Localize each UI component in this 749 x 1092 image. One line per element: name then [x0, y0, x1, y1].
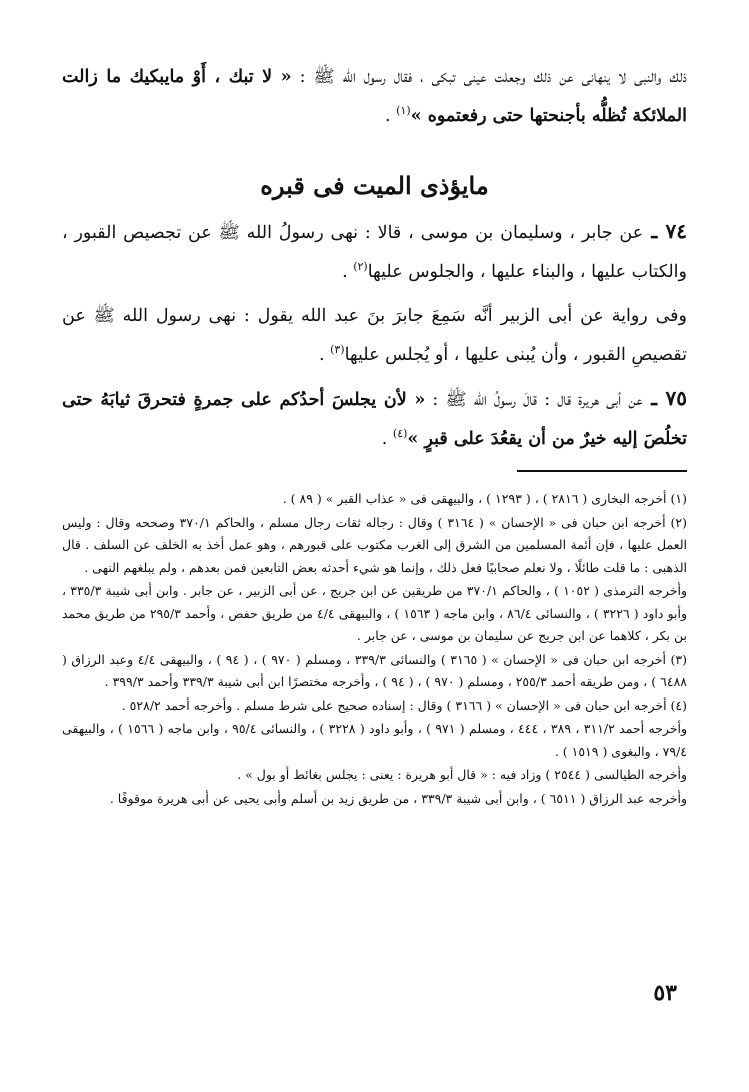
page-number: ٥٣ — [653, 980, 677, 1006]
footnote: (٣) أخرجه ابن حبان فى « الإحسان » ( ٣١٦٥ ) والنسائى ٣٣٩/٣ ، ومسلم ( ٩٧٠ ) ، ( ٩٤ ) ، والبيهقى ٤/٤ وعبد الرزاق ( ٦٤٨٨ ) ، ومن طريقه أحمد ٢٥٥/٣ ، ومسلم ( ٩٧٠ ) ، ( ٩٤ ) ، وأخرجه مختصرًا ابن أبى شيبة ٣٣٩/٣ وأحمد ٣٩٩/٣ . — [62, 651, 688, 689]
hadith-74-variant: وفى رواية عن أبى الزبير أنَّه سَمِعَ جابرَ بنَ عبد الله يقول : نهى رسول الله ﷺ عن تقصيصِ القبور ، وأن يُبنى عليها ، أو يُجلس عليها$^{(٣)}$ . — [62, 305, 687, 365]
footnote-divider — [517, 470, 687, 472]
footnote-ref: (١) — [396, 104, 411, 117]
footnote-ref: (٤) — [392, 427, 408, 441]
footnote: وأخرجه عبد الرزاق ( ٦٥١١ ) ، وابن أبى شيبة ٣٣٩/٣ ، من طريق زيد بن أسلم وأبى يحيى عن أبى هريرة موقوفًا . — [109, 790, 687, 806]
footnote-ref: (٢) — [353, 259, 368, 273]
top-paragraph: ذلك والنبى لا ينهانى عن ذلك وجعلت عينى تبكى ، فقال رسول الله ﷺ : « لا تبك ، أَوْ مايبكيك ما زالت الملائكة تُظلُّه بأجنحتها حتى رفعتموه »$^{(١)}$ . — [62, 67, 688, 126]
footnote: (١) أخرجه البخارى ( ٢٨١٦ ) ، ( ١٢٩٣ ) ، والبيهقى فى « عذاب القبر » ( ٨٩ ) . — [282, 491, 687, 506]
hadith-74: ٧٤ ـ عن جابر ، وسليمان بن موسى ، قالا : نهى رسولُ الله ﷺ عن تجصيص القبور ، والكتاب عليها ، والبناء عليها ، والجلوس عليها$^{(٢)}$ . — [62, 218, 687, 282]
hadith-75: ٧٥ ـ عن أبى هريرة قال : قالَ رسولُ الله ﷺ : « لأن يجلسَ أحدُكم على جمرةٍ فتحرقَ ثيابَهُ حتى تخلُصَ إليه خيرٌ من أن يقعُدَ على قبرٍ »$^{(٤)}$ . — [62, 386, 687, 450]
main-body — [62, 60, 687, 466]
footnotes — [62, 488, 687, 810]
section-title: مايؤذى الميت فى قبره — [260, 170, 489, 200]
hadith-number: ٧٤ ـ — [643, 218, 687, 243]
footnote: وأخرجه الطيالسى ( ٢٥٤٤ ) وزاد فيه : « قال أبو هريرة : يعنى : يجلس بغائط أو بول » . — [237, 767, 687, 782]
footnote: وأخرجه أحمد ٣١١/٢ ، ٣٨٩ ، ٤٤٤ ، ومسلم ( ٩٧١ ) ، وأبو داود ( ٣٢٢٨ ) ، والنسائى ٩٥/٤ ، وابن ماجه ( ١٥٦٦ ) ، والبيهقى ٧٩/٤ ، والبغوى ( ١٥١٩ ) . — [62, 721, 688, 759]
hadith-number: ٧٥ ـ — [642, 386, 687, 411]
footnote: وأخرجه الترمذى ( ١٠٥٢ ) ، والحاكم ٣٧٠/١ من طريقين عن ابن جريج ، عن أبى الزبير ، عن جابر . وابن أبى شيبة ٣٣٥/٣ ، وأبو داود ( ٣٢٢٦ ) ، والنسائى ٨٦/٤ ، وابن ماجه ( ١٥٦٣ ) ، والبيهقى ٤/٤ من طريق حفص ، وأحمد ٢٩٥/٣ من طريق محمد بن بكر ، كلاهما عن ابن جريج عن سليمان بن موسى ، عن جابر . — [62, 583, 687, 643]
footnote: (٤) أخرجه ابن حبان فى « الإحسان » ( ٣١٦٦ ) وقال : إسناده صحيح على شرط مسلم . وأخرجه أحمد ٥٢٨/٢ . — [121, 697, 687, 713]
footnote: (٢) أخرجه ابن حبان فى « الإحسان » ( ٣١٦٤ ) وقال : رجاله ثقات رجال مسلم ، والحاكم ٣٧٠/١ وصححه وقال : وليس العمل عليها ، فإن أئمة المسلمين من الشرق إلى الغرب مكتوب على قبورهم ، وهو عمل أخذ به الخلف عن السلف . قال الذهبى : ما قلت طائلًا ، ولا نعلم صحابيًا فعل ذلك ، وإنما هو شيء أحدثه بعض التابعين فمن بعدهم ، ولم يبلغهم النهى . — [62, 514, 687, 575]
hadith-quote: « لأن يجلسَ أحدُكم على جمرةٍ فتحرقَ ثيابَهُ حتى تخلُصَ إليه خيرٌ من أن يقعُدَ على قبرٍ » — [62, 390, 687, 450]
footnote-ref: (٣) — [330, 342, 345, 356]
hadith-quote: « لا تبك ، أَوْ مايبكيك ما زالت الملائكة تُظلُّه بأجنحتها حتى رفعتموه » — [62, 67, 687, 126]
